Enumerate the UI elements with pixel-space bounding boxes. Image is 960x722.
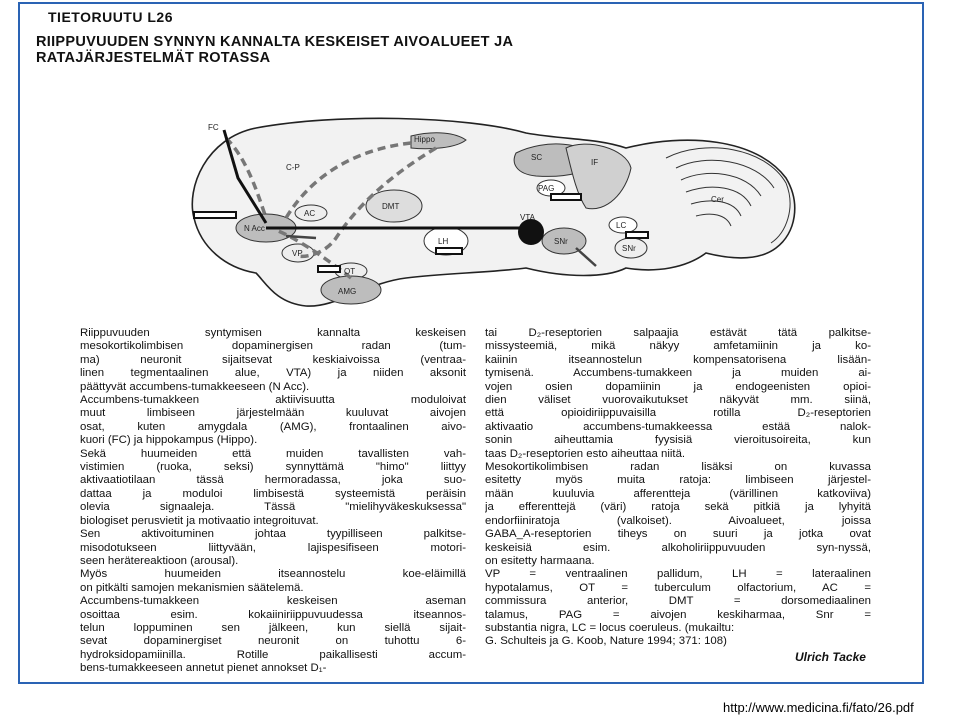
- label-dmt: DMT: [382, 202, 400, 211]
- label-sc: SC: [531, 153, 543, 162]
- text-line: endorfiiniratoja (valkoiset). Aivoalueet, joissa: [485, 514, 871, 527]
- text-line: osoittaa esim. kokaiiniriippuvuudessa itseannos-: [80, 608, 466, 621]
- text-line: dattaa ja moduloi limbisestä systeemistä peräisin: [80, 487, 466, 500]
- text-line: sonin aiheuttamia fyysisiä vieroitusoireita, kun: [485, 434, 871, 447]
- text-line: G. Schulteis ja G. Koob, Nature 1994; 371: 108): [485, 635, 727, 648]
- text-line: dien väliset vuorovaikutukset näkyvät mm. siinä,: [485, 394, 871, 407]
- text-line: Riippuvuuden syntymisen kannalta keskeisen: [80, 327, 466, 339]
- text-line: talamus, PAG = aivojen keskiharmaa, Snr =: [485, 608, 871, 621]
- text-line: aktivaatio accumbens-tumakkeessa estää nalok-: [485, 420, 871, 433]
- text-line: vojen osien dopamiinin ja endogeenisten opioi-: [485, 380, 871, 393]
- text-line: ma) neuronit sijaitsevat keskiaivoissa (ventraa-: [80, 353, 466, 366]
- label-vp: VP: [292, 249, 303, 258]
- text-line: mään kuuluvia afferentteja (värillinen katkoviiva): [485, 487, 871, 500]
- text-line: mesokortikolimbisen dopaminergisen radan (tum-: [80, 340, 466, 353]
- label-cer: Cer: [711, 195, 724, 204]
- text-line: GABA_A-reseptorien tiheys on suuri ja jotka ovat: [485, 528, 871, 541]
- text-line: Mesokortikolimbisen radan lisäksi on kuvassa: [485, 461, 871, 474]
- text-line: substantia nigra, LC = locus coeruleus. (mukailtu:: [485, 621, 735, 634]
- author: Ulrich Tacke: [795, 650, 866, 664]
- text-line: misodotukseen liittyvään, lajispesifiseen motori-: [80, 541, 466, 554]
- title-line: RIIPPUVUUDEN SYNNYN KANNALTA KESKEISET AIVOALUEET JA: [36, 34, 514, 50]
- text-line: on esitetty harmaana.: [485, 554, 595, 567]
- text-line: olevia signaaleja. Tässä "mielihyväkeskuksessa": [80, 501, 466, 514]
- text-line: osat, kuten amygdala (AMG), frontaalinen aivo-: [80, 420, 466, 433]
- text-line: muut limbiseen järjestelmään kuuluvat aivojen: [80, 407, 466, 420]
- text-line: missysteemiä, mikä näkyy amfetamiinin ja ko-: [485, 340, 871, 353]
- text-line: taas D₂-reseptorien esto aiheuttaa niitä.: [485, 447, 686, 460]
- text-line: esitetty myös muita ratoja: limbiseen järjestel-: [485, 474, 871, 487]
- label-ac: AC: [304, 209, 316, 218]
- left-column: [80, 327, 466, 676]
- label-vta: VTA: [520, 213, 535, 222]
- brain-outline: [192, 118, 794, 306]
- text-line: tai D₂-reseptorien salpaajia estävät tätä palkitse-: [485, 327, 871, 339]
- label-nacc: N Acc: [244, 224, 265, 233]
- label-lc: LC: [616, 221, 627, 230]
- text-line: kaiinin itseannostelun kompensatorisena lisään-: [485, 353, 871, 366]
- text-line: telun loppuminen sen jälkeen, kun siellä sijait-: [80, 621, 466, 634]
- text-line: on pitkälti samojen mekanismien säätelemä.: [80, 581, 304, 594]
- text-line: VP = ventraalinen pallidum, LH = lateraalinen: [485, 568, 871, 581]
- text-line: Sekä huumeiden että muiden tavallisten vah-: [80, 447, 466, 460]
- label-cp: C-P: [286, 163, 300, 172]
- label-snr: SNr: [554, 237, 568, 246]
- source-url: http://www.medicina.fi/fato/26.pdf: [723, 700, 914, 715]
- text-line: hypotalamus, OT = tuberculum olfactorium, AC =: [485, 581, 871, 594]
- text-line: linen tegmentaalinen alue, VTA) ja niiden aksonit: [80, 367, 466, 380]
- text-line: seen herätereaktioon (arousal).: [80, 554, 239, 567]
- text-line: että opioidiriippuvaisilla rotilla D₂-reseptorien: [485, 407, 871, 420]
- text-line: päättyvät accumbens-tumakkeeseen (N Acc).: [80, 380, 310, 393]
- vta-node: [518, 219, 544, 245]
- text-line: sevat dopaminergiset neuronit on tuhottu 6-: [80, 635, 466, 648]
- right-column: [485, 327, 871, 649]
- rat-brain-diagram: [186, 108, 806, 318]
- label-pag: PAG: [538, 184, 555, 193]
- label-ot: OT: [344, 267, 356, 276]
- box-label: TIETORUUTU L26: [48, 9, 173, 25]
- text-line: commissura anterior, DMT = dorsomediaalinen: [485, 595, 871, 608]
- label-hippo: Hippo: [414, 135, 435, 144]
- page-title: [36, 34, 756, 66]
- text-line: keskeisiä esim. alkoholiriippuvuuden syn-nyssä,: [485, 541, 871, 554]
- text-line: hydroksidopamiinilla. Rotille paikallisesti accum-: [80, 648, 466, 661]
- label-fc: FC: [208, 123, 219, 132]
- text-line: Myös huumeiden itseannostelu koe-eläimillä: [80, 568, 466, 581]
- label-snr2: SNr: [622, 244, 636, 253]
- text-line: aktivaatiotilaan tässä hermoradassa, joka suo-: [80, 474, 466, 487]
- text-line: tymisenä. Accumbens-tumakkeen ja muiden ai-: [485, 367, 871, 380]
- text-line: Accumbens-tumakkeen aktiivisuutta moduloivat: [80, 394, 466, 407]
- title-line: RATAJÄRJESTELMÄT ROTASSA: [36, 50, 271, 66]
- text-line: Accumbens-tumakkeen keskeisen aseman: [80, 595, 466, 608]
- text-line: vistimien (ruoka, seksi) synnyttämä "himo" liittyy: [80, 461, 466, 474]
- text-line: bens-tumakkeeseen annetut pienet annokset D₁-: [80, 662, 327, 675]
- text-line: ja efferenttejä (väri) ratoja sekä pitkiä ja lyhyitä: [485, 501, 871, 514]
- text-line: Sen aktivoituminen johtaa tyypilliseen palkitse-: [80, 528, 466, 541]
- label-amg: AMG: [338, 287, 357, 296]
- label-if: IF: [591, 158, 599, 167]
- text-line: kuori (FC) ja hippokampus (Hippo).: [80, 434, 258, 447]
- label-lh: LH: [438, 237, 449, 246]
- text-line: biologiset perusvietit ja motivaatio integroituvat.: [80, 514, 319, 527]
